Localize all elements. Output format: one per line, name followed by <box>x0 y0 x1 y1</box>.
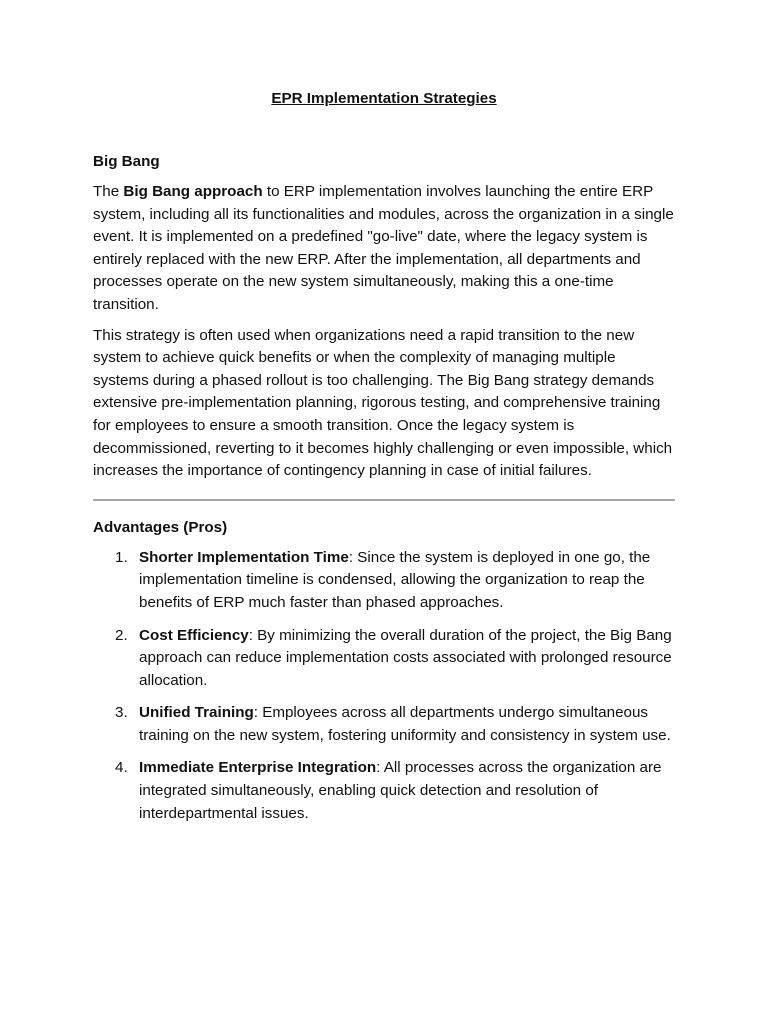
list-item-number: 3. <box>115 704 128 722</box>
advantages-list <box>93 547 675 826</box>
paragraph-bold-term: Big Bang approach <box>123 183 263 200</box>
list-item-number: 2. <box>115 626 128 644</box>
list-item-text: : By minimizing the overall duration of the project, the Big Bang approach can reduce implementation costs associated with prolonged resource allocation. <box>139 626 672 689</box>
list-item-term: Shorter Implementation Time <box>139 548 349 566</box>
paragraph-lead: The <box>93 183 124 200</box>
list-item-number: 4. <box>115 759 128 777</box>
list-item-text: : Since the system is deployed in one go, the implementation timeline is condensed, allowing the organization to reap the benefits of ERP much faster than phased approaches. <box>139 548 651 611</box>
list-item <box>93 625 675 693</box>
list-item <box>93 547 675 615</box>
paragraph-big-bang-intro <box>93 181 675 317</box>
paragraph-big-bang-strategy: This strategy is often used when organizations need a rapid transition to the new system to achieve quick benefits or when the complexity of managing multiple systems during a phased rollout is too challenging. The Big Bang strategy demands extensive pre-implementation planning, rigorous testing, and comprehensive training for employees to ensure a smooth transition. Once the legacy system is decommissioned, reverting to it becomes highly challenging or even impossible, which increases the importance of contingency planning in case of initial failures. <box>93 326 673 480</box>
document-title: EPR Implementation Strategies <box>271 90 497 107</box>
list-item-term: Cost Efficiency <box>139 626 249 644</box>
list-item-term: Immediate Enterprise Integration <box>139 759 377 777</box>
section-heading-big-bang: Big Bang <box>93 153 160 170</box>
list-item <box>93 757 675 825</box>
document-body <box>93 88 675 835</box>
horizontal-divider <box>93 499 675 501</box>
list-item-text: : Employees across all departments undergo simultaneous training on the new system, fostering uniformity and consistency in system use. <box>139 704 671 744</box>
list-item-number: 1. <box>115 548 128 566</box>
list-item-term: Unified Training <box>139 704 254 722</box>
section-heading-advantages: Advantages (Pros) <box>93 518 228 536</box>
paragraph-rest: to ERP implementation involves launching the entire ERP system, including all its functionalities and modules, across the organization in a single event. It is implemented on a predefined "go-live" date, where the legacy system is entirely replaced with the new ERP. After the implementation, all departments and processes operate on the new system simultaneously, making this a one-time transition. <box>93 183 674 313</box>
list-item <box>93 702 675 747</box>
list-item-text: : All processes across the organization are integrated simultaneously, enabling quick detection and resolution of interdepartmental issues. <box>139 759 662 822</box>
